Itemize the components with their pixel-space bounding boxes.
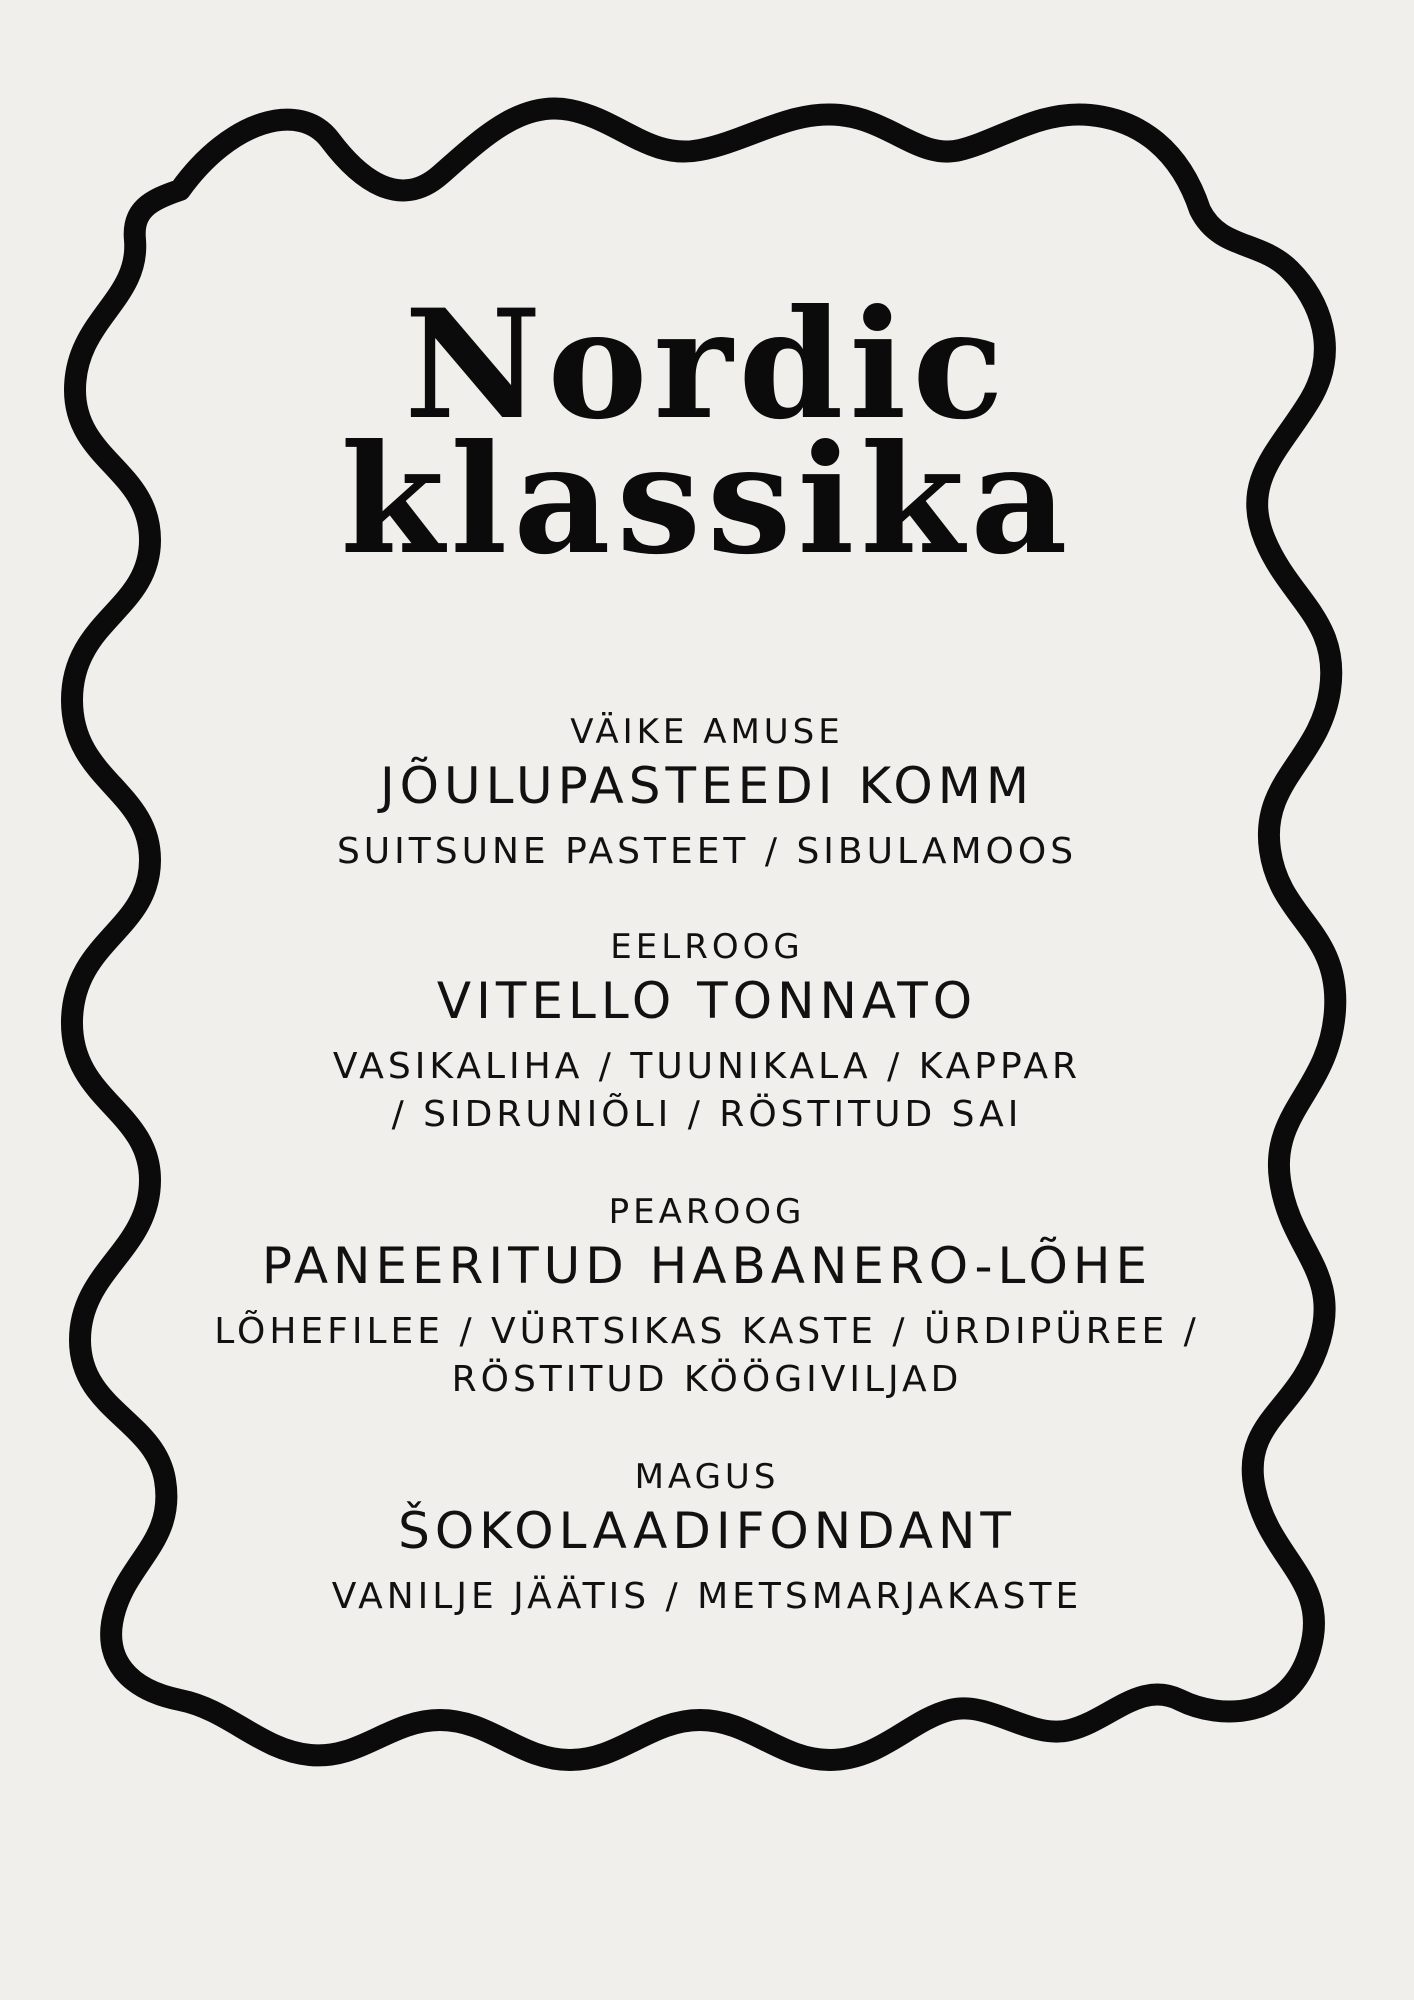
- course-dish: ŠOKOLAADIFONDANT: [398, 1502, 1016, 1560]
- course-starter: [0, 925, 1414, 1139]
- course-label: VÄIKE AMUSE: [570, 712, 844, 752]
- menu-title-line-1: Nordic: [404, 277, 1010, 453]
- course-dish: JÕULUPASTEEDI KOMM: [379, 757, 1035, 815]
- course-dessert: [0, 1455, 1414, 1621]
- course-amuse: [0, 710, 1414, 876]
- course-dish: VITELLO TONNATO: [436, 972, 978, 1030]
- course-description: RÖSTITUD KÖÖGIVILJAD: [451, 1359, 963, 1400]
- course-dish: PANEERITUD HABANERO-LÕHE: [261, 1237, 1153, 1295]
- course-label: PEAROOG: [608, 1192, 806, 1232]
- course-description: VASIKALIHA / TUUNIKALA / KAPPAR: [332, 1046, 1082, 1087]
- course-description: / SIDRUNIÕLI / RÖSTITUD SAI: [391, 1094, 1023, 1135]
- course-description: VANILJE JÄÄTIS / METSMARJAKASTE: [331, 1576, 1083, 1617]
- course-description: SUITSUNE PASTEET / SIBULAMOOS: [336, 831, 1078, 872]
- menu-title-line-2: klassika: [340, 412, 1074, 588]
- course-description: LÕHEFILEE / VÜRTSIKAS KASTE / ÜRDIPÜREE /: [214, 1311, 1200, 1352]
- course-main: [0, 1190, 1414, 1404]
- course-label: EELROOG: [610, 927, 804, 967]
- course-label: MAGUS: [634, 1457, 780, 1497]
